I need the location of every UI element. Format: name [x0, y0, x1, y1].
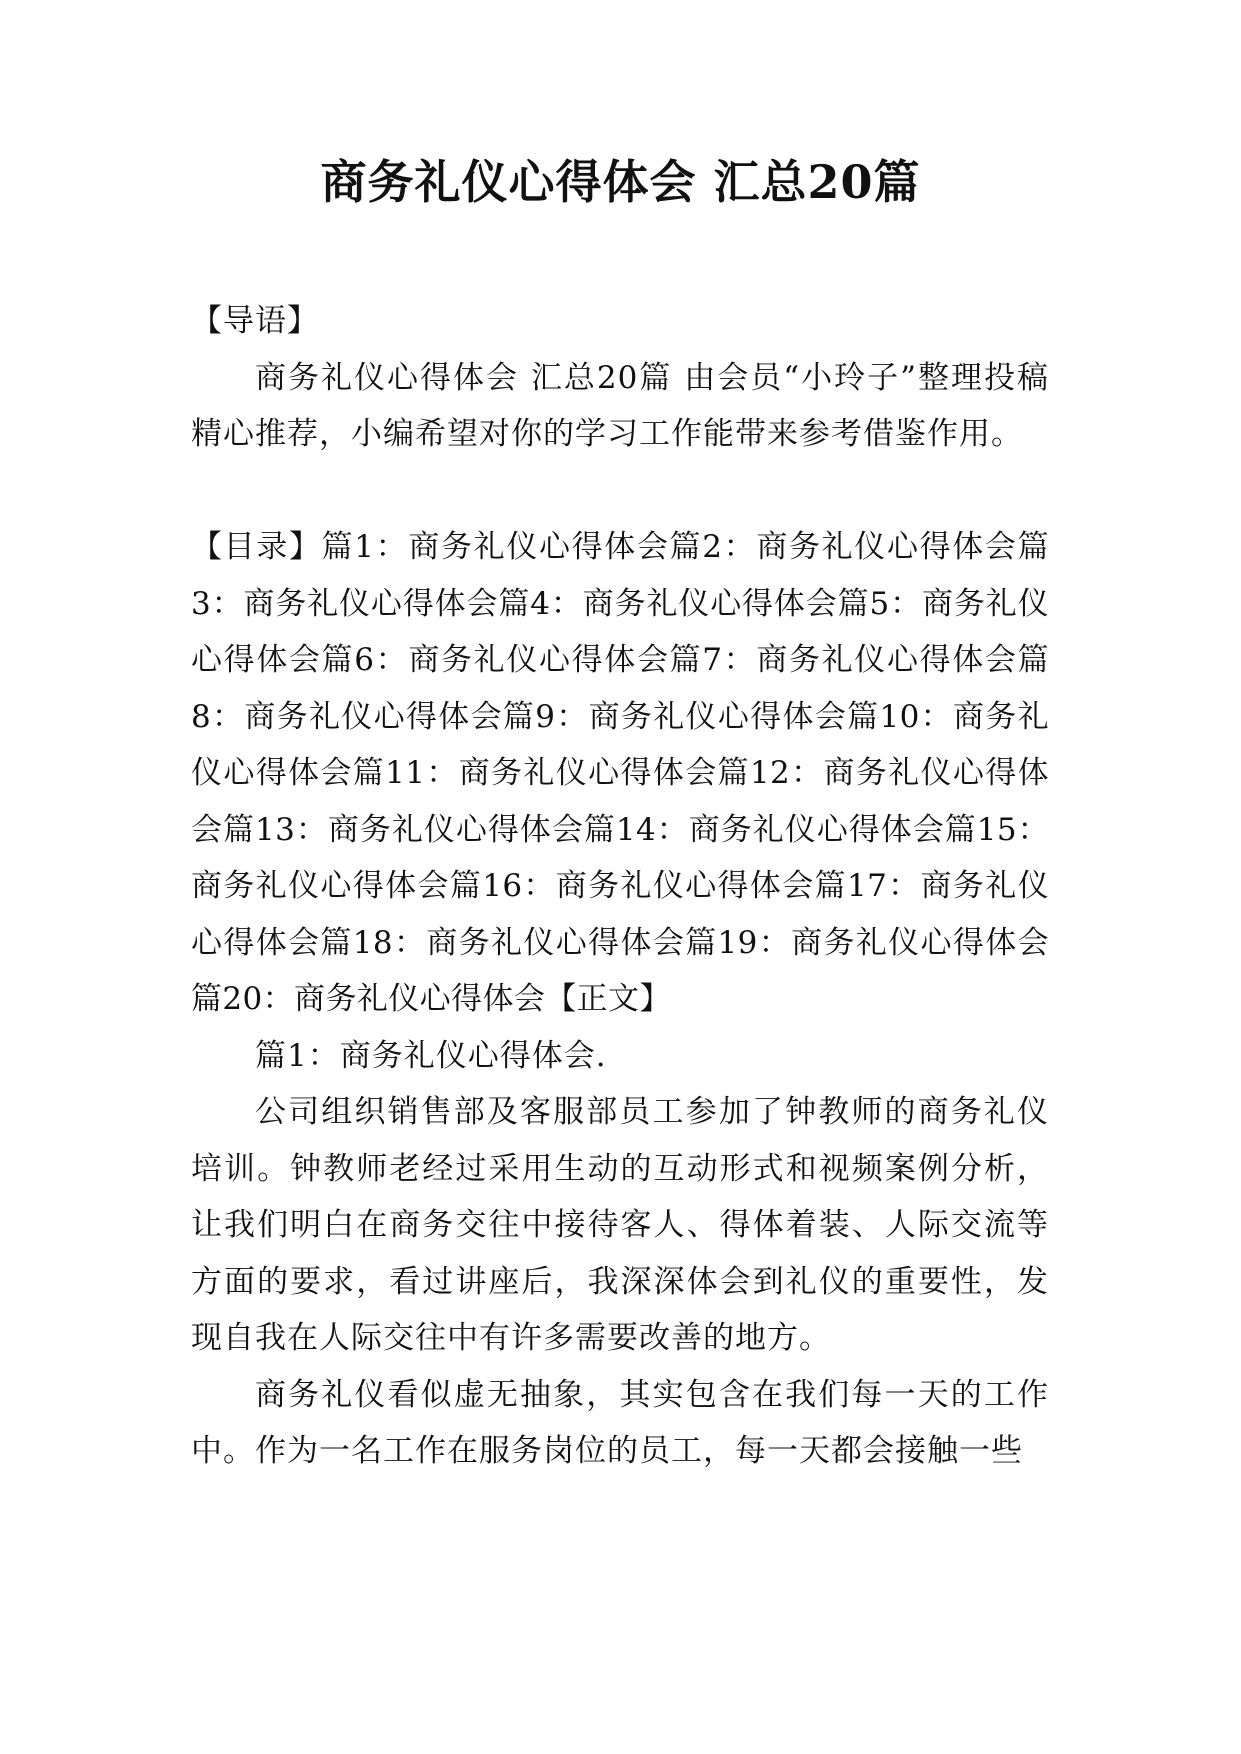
blank-line — [191, 463, 1049, 520]
body-paragraph-2: 商务礼仪看似虚无抽象，其实包含在我们每一天的工作中。作为一名工作在服务岗位的员工，每一天都会接触一些 — [191, 1376, 1049, 1469]
document-title: 商务礼仪心得体会 汇总20篇 — [320, 155, 921, 209]
intro-heading: 【导语】 — [191, 303, 319, 339]
body-paragraph-1: 公司组织销售部及客服部员工参加了钟教师的商务礼仪培训。钟教师老经过采用生动的互动形式和视频案例分析，让我们明白在商务交往中接待客人、得体着装、人际交流等方面的要求，看过讲座后，我深深体会到礼仪的重要性，发现自我在人际交往中有许多需要改善的地方。 — [191, 1094, 1049, 1356]
table-of-contents: 【目录】篇1：商务礼仪心得体会篇2：商务礼仪心得体会篇3：商务礼仪心得体会篇4：商务礼仪心得体会篇5：商务礼仪心得体会篇6：商务礼仪心得体会篇7：商务礼仪心得体会篇8：商务礼仪心得体会篇9：商务礼仪心得体会篇10：商务礼仪心得体会篇11：商务礼仪心得体会篇12：商务礼仪心得体会篇13：商务礼仪心得体会篇14：商务礼仪心得体会篇15：商务礼仪心得体会篇16：商务礼仪心得体会篇17：商务礼仪心得体会篇18：商务礼仪心得体会篇19：商务礼仪心得体会篇20：商务礼仪心得体会【正文】 — [191, 529, 1049, 1017]
section-heading: 篇1：商务礼仪心得体会. — [255, 1037, 607, 1074]
document-body — [191, 293, 1049, 1480]
intro-paragraph: 商务礼仪心得体会 汇总20篇 由会员“小玲子”整理投稿精心推荐，小编希望对你的学习工作能带来参考借鉴作用。 — [191, 359, 1049, 452]
